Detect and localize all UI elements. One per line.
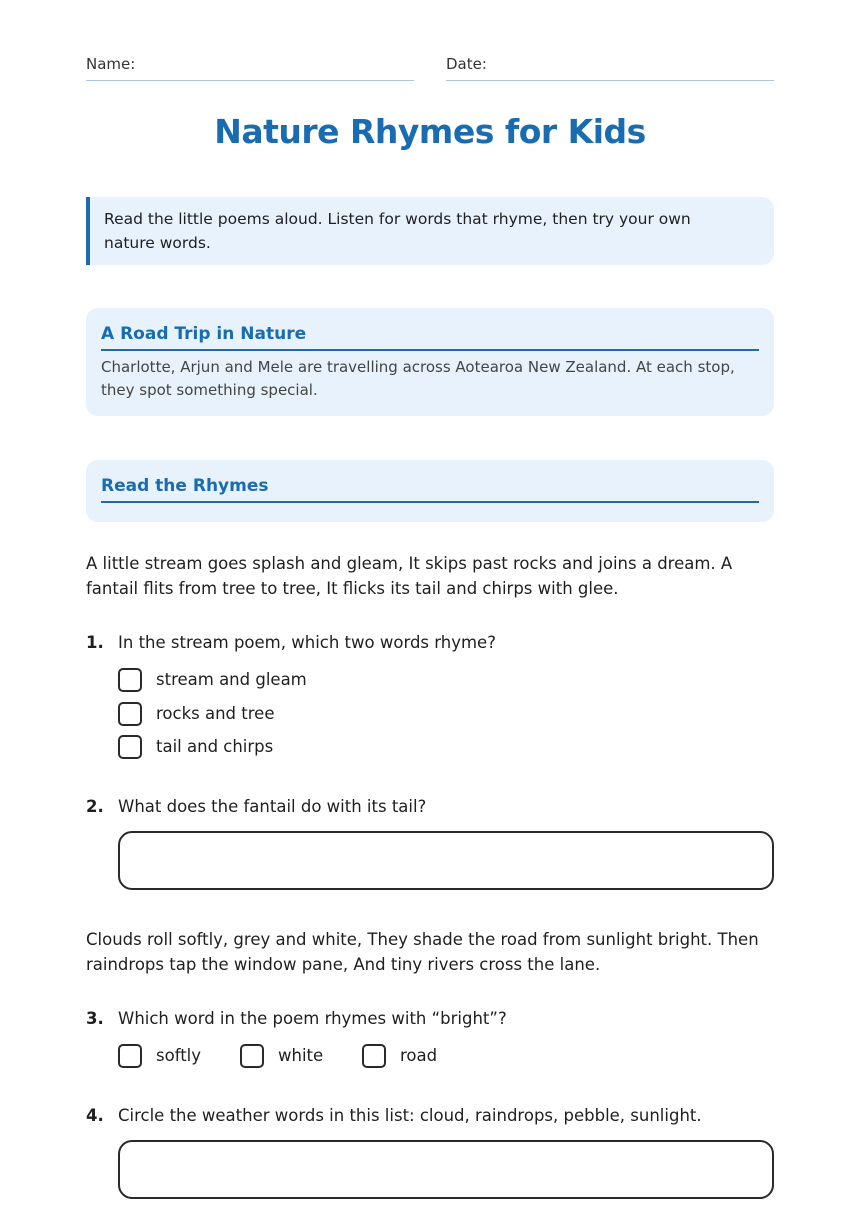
question-number: 3.: [86, 1009, 104, 1028]
checkbox[interactable]: [118, 668, 142, 692]
option-label: stream and gleam: [156, 670, 307, 689]
date-label: Date:: [446, 55, 487, 73]
question-text: In the stream poem, which two words rhyme?: [118, 633, 496, 652]
question-text: What does the fantail do with its tail?: [118, 797, 427, 816]
story-text: Charlotte, Arjun and Mele are travelling across Aotearoa New Zealand. At each stop, they spot something special.: [101, 358, 735, 399]
question-number: 2.: [86, 797, 104, 816]
poem-stream: A little stream goes splash and gleam, It skips past rocks and joins a dream. A fantail flits from tree to tree, It flicks its tail and chirps with glee.: [86, 554, 733, 598]
checkbox[interactable]: [362, 1044, 386, 1068]
instructions-callout: Read the little poems aloud. Listen for words that rhyme, then try your own nature words.: [86, 197, 774, 265]
option-label: road: [400, 1046, 438, 1065]
question-number: 4.: [86, 1106, 104, 1125]
story-card: [86, 308, 774, 416]
question-number: 1.: [86, 633, 104, 652]
option-label: tail and chirps: [156, 737, 274, 756]
question-text: Circle the weather words in this list: cloud, raindrops, pebble, sunlight.: [118, 1106, 702, 1125]
checkbox[interactable]: [118, 702, 142, 726]
worksheet-title: Nature Rhymes for Kids: [214, 112, 646, 151]
date-field[interactable]: [446, 54, 774, 81]
question-text: Which word in the poem rhymes with “bright”?: [118, 1009, 507, 1028]
option-label: white: [278, 1046, 324, 1065]
option-label: rocks and tree: [156, 704, 275, 723]
name-field[interactable]: [86, 54, 414, 81]
section-heading: Read the Rhymes: [101, 474, 759, 503]
answer-box-q4[interactable]: [118, 1140, 774, 1199]
section-header-card: [86, 460, 774, 522]
checkbox[interactable]: [240, 1044, 264, 1068]
poem-clouds: Clouds roll softly, grey and white, They shade the road from sunlight bright. Then raindrops tap the window pane, And tiny rivers cross the lane.: [86, 930, 759, 974]
checkbox[interactable]: [118, 1044, 142, 1068]
answer-box-q2[interactable]: [118, 831, 774, 890]
story-heading: A Road Trip in Nature: [101, 322, 759, 351]
name-label: Name:: [86, 55, 136, 73]
option-label: softly: [156, 1046, 202, 1065]
checkbox[interactable]: [118, 735, 142, 759]
